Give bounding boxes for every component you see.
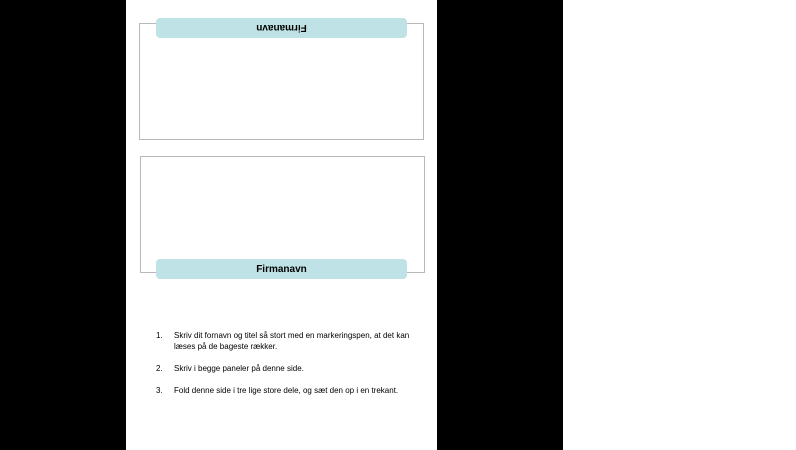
instruction-item [156,385,426,396]
bottom-name-panel [140,156,425,273]
instruction-number: 2. [156,364,163,373]
instruction-item [156,363,426,374]
instruction-text: Skriv i begge paneler på denne side. [174,364,304,373]
bottom-company-name: Firmanavn [256,263,307,275]
top-company-name: Firmanavn [256,22,307,34]
top-name-panel [139,23,424,140]
instruction-number: 3. [156,386,163,395]
bottom-company-name-bar [156,259,407,279]
instruction-text: Fold denne side i tre lige store dele, og sæt den op i en trekant. [174,386,399,395]
instruction-item [156,330,426,352]
instruction-text: Skriv dit fornavn og titel så stort med en markeringspen, at det kan læses på de bageste rækker. [174,331,410,351]
document-page [126,0,437,450]
left-black-margin [0,0,126,450]
instructions-list [156,330,426,407]
top-company-name-bar [156,18,407,38]
right-black-margin [437,0,563,450]
instruction-number: 1. [156,331,163,340]
